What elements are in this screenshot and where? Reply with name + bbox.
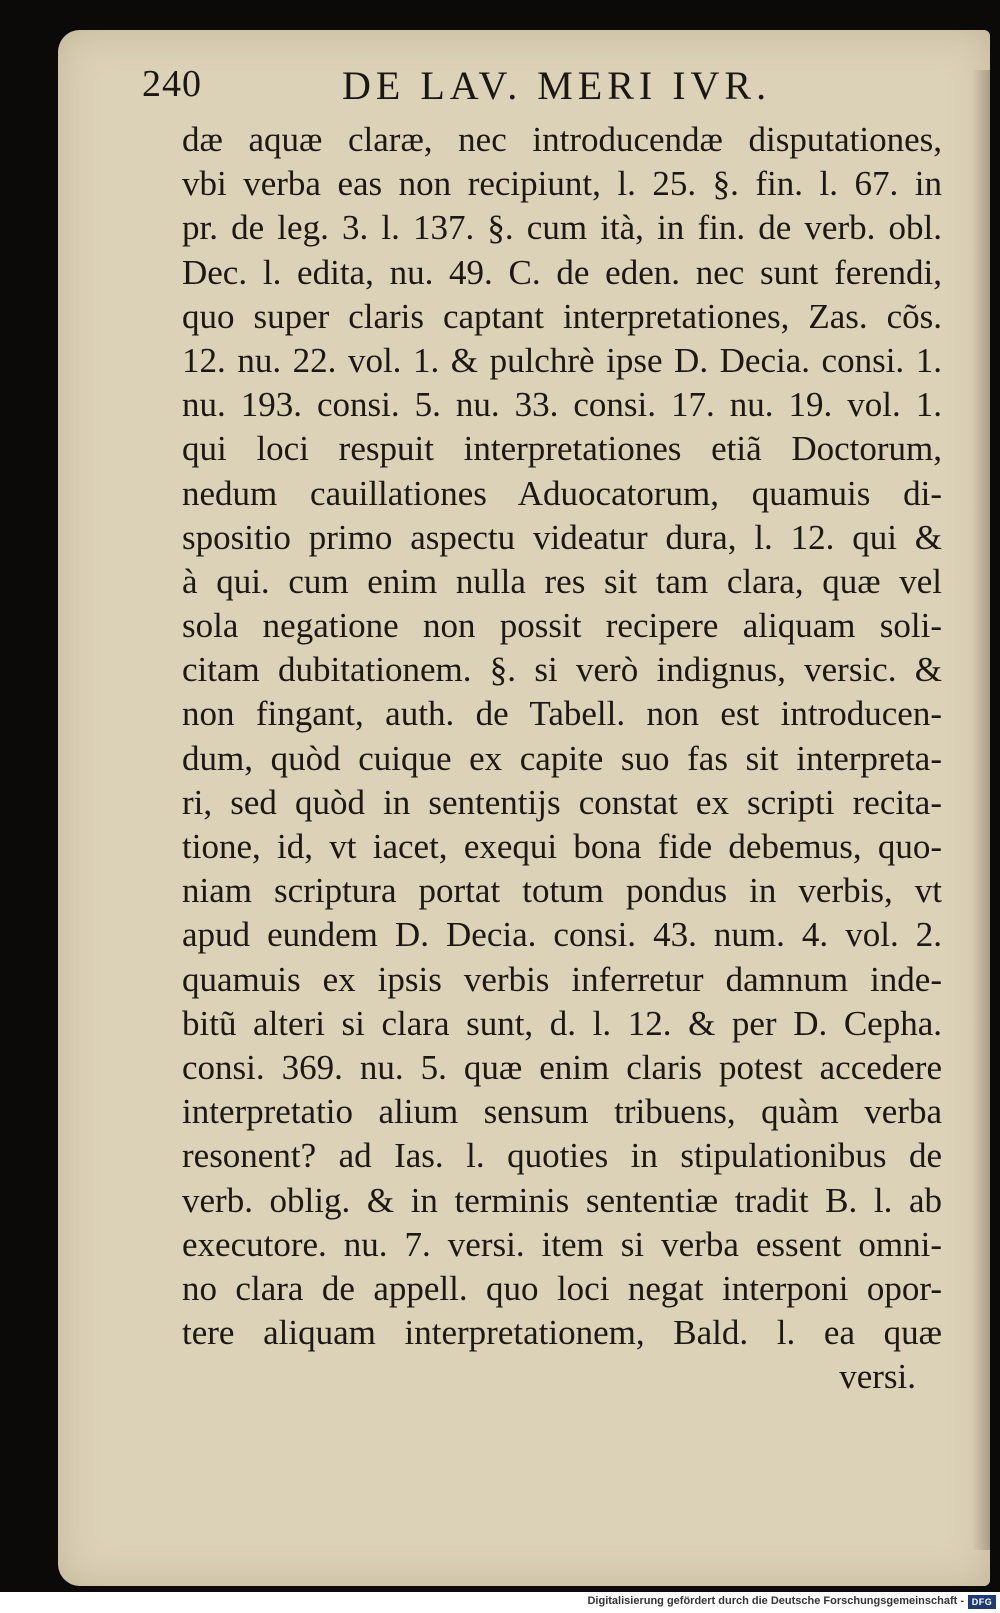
- text-line: no clara de appell. quo loci negat interponi opor-: [182, 1268, 942, 1308]
- text-line: niam scriptura portat totum pondus in verbis, vt: [182, 871, 942, 911]
- text-line: qui loci respuit interpretationes etiã Doctorum,: [182, 429, 942, 469]
- page-number: 240: [142, 63, 202, 105]
- text-line: pr. de leg. 3. l. 137. §. cum ità, in fin. de verb. obl.: [182, 208, 942, 248]
- funding-credit: Digitalisierung gefördert durch die Deutsche Forschungsgemeinschaft -: [587, 1595, 964, 1607]
- text-line: verb. oblig. & in terminis sententiæ tradit B. l. ab: [182, 1180, 942, 1220]
- text-line: nu. 193. consi. 5. nu. 33. consi. 17. nu. 19. vol. 1.: [182, 385, 942, 425]
- text-line: non fingant, auth. de Tabell. non est introducen-: [182, 694, 942, 734]
- text-line: resonent? ad Ias. l. quoties in stipulationibus de: [182, 1136, 942, 1176]
- text-line: vbi verba eas non recipiunt, l. 25. §. fin. l. 67. in: [182, 164, 942, 204]
- text-line: 12. nu. 22. vol. 1. & pulchrè ipse D. Decia. consi. 1.: [182, 340, 942, 380]
- page-heading: DE LAV. MERI IVR.: [342, 63, 772, 108]
- text-line: spositio primo aspectu videatur dura, l. 12. qui &: [182, 517, 942, 557]
- text-line: quo super claris captant interpretationes, Zas. cõs.: [182, 296, 942, 336]
- text-line: interpretatio alium sensum tribuens, quàm verba: [182, 1092, 942, 1132]
- text-line: dum, quòd cuique ex capite suo fas sit interpreta-: [182, 738, 942, 778]
- text-line: tione, id, vt iacet, exequi bona fide debemus, quo-: [182, 827, 942, 866]
- body-text: [182, 118, 942, 1399]
- running-head: [142, 62, 942, 106]
- catchword: versi.: [839, 1357, 916, 1397]
- text-line: ri, sed quòd in sententijs constat ex scripti recita-: [182, 782, 942, 822]
- text-line: apud eundem D. Decia. consi. 43. num. 4. vol. 2.: [182, 915, 942, 955]
- text-line: executore. nu. 7. versi. item si verba essent omni-: [182, 1224, 942, 1264]
- digitization-footer: [0, 1592, 1000, 1613]
- text-line: nedum cauillationes Aduocatorum, quamuis di-: [182, 473, 942, 513]
- text-line: Dec. l. edita, nu. 49. C. de eden. nec sunt ferendi,: [182, 252, 942, 292]
- dfg-logo: DFG: [968, 1595, 996, 1609]
- page-edge-shadow: [972, 70, 990, 1550]
- text-line: dæ aquæ claræ, nec introducendæ disputationes,: [182, 120, 942, 159]
- text-line: tere aliquam interpretationem, Bald. l. ea quæ: [182, 1313, 942, 1353]
- text-line: sola negatione non possit recipere aliquam soli-: [182, 606, 942, 646]
- text-line: à qui. cum enim nulla res sit tam clara, quæ vel: [182, 561, 942, 601]
- text-line: citam dubitationem. §. si verò indignus, versic. &: [182, 650, 942, 690]
- text-line: quamuis ex ipsis verbis inferretur damnum inde-: [182, 959, 942, 999]
- text-line: bitũ alteri si clara sunt, d. l. 12. & per D. Cepha.: [182, 1003, 942, 1043]
- text-line: consi. 369. nu. 5. quæ enim claris potest accedere: [182, 1047, 942, 1087]
